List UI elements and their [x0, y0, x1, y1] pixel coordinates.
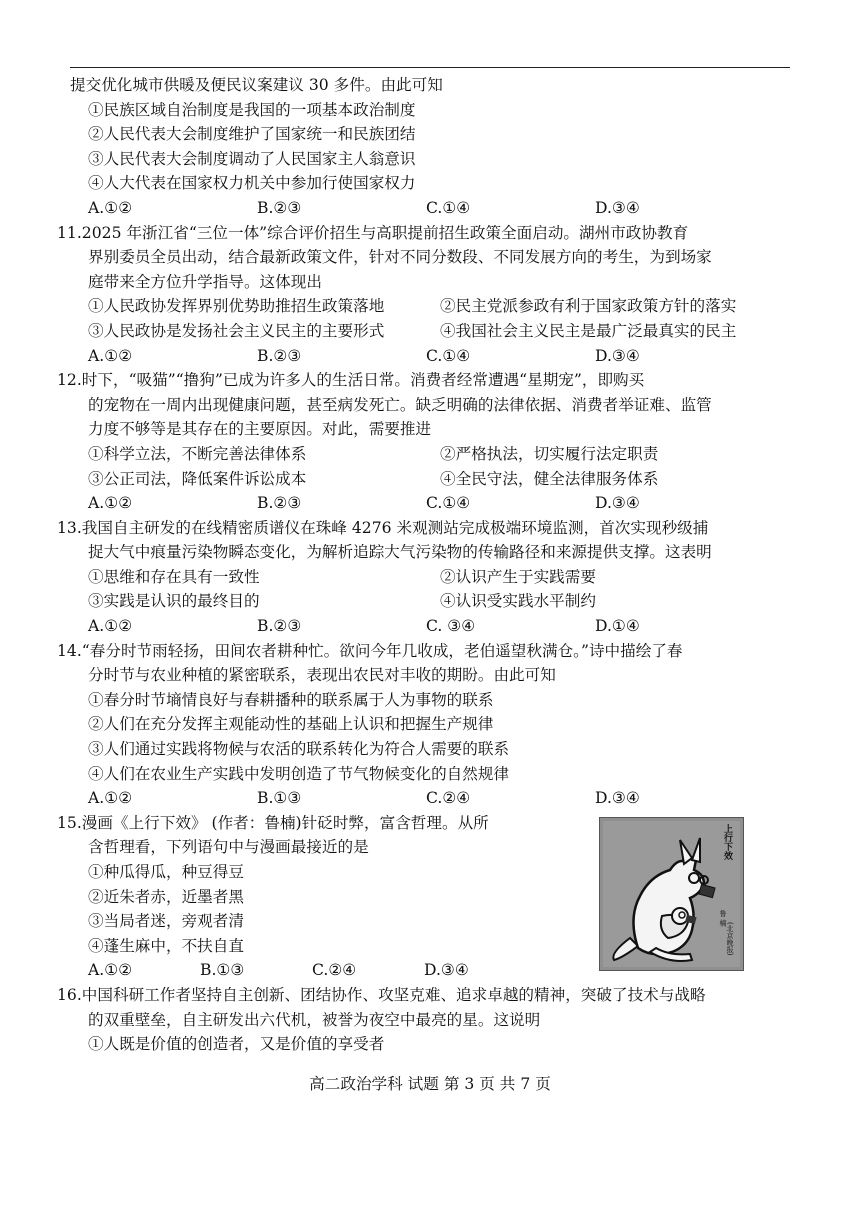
cartoon-author: 鲁 楠	[719, 909, 727, 927]
cartoon-title: 上行下效	[722, 823, 732, 860]
cartoon-source: (北京晚报)	[726, 921, 734, 956]
q10-options	[70, 196, 792, 221]
q13-choice: ④认识受实践水平制约	[440, 592, 596, 611]
q15-choice: ②近朱者赤，近墨者黑	[88, 887, 244, 906]
q11-choice: ②民主党派参政有利于国家政策方针的落实	[440, 297, 737, 316]
option-c: C.①④	[426, 494, 471, 513]
option-a: A.①②	[88, 198, 133, 217]
q12-choice: ②严格执法，切实履行法定职责	[440, 444, 659, 463]
header-rule	[70, 67, 790, 68]
q12-choice: ①科学立法，不断完善法律体系	[88, 444, 307, 463]
option-b: B.①③	[200, 961, 245, 980]
q10-choice: ②人民代表大会制度维护了国家统一和民族团结	[88, 125, 416, 144]
option-a: A.①②	[88, 346, 133, 365]
q14-options	[70, 786, 792, 811]
q11-options	[70, 344, 792, 369]
q13-options	[70, 614, 792, 639]
option-b: B.①③	[257, 789, 302, 808]
q13-choice: ①思维和存在具有一致性	[88, 567, 260, 586]
q13-stem: 13.我国自主研发的在线精密质谱仪在珠峰 4276 米观测站完成极端环境监测，首次实现秒级捕	[57, 518, 709, 537]
q12-stem: 12.时下，“吸猫”“撸狗”已成为许多人的生活日常。消费者经常遭遇“星期宠”，即购买	[57, 371, 645, 390]
option-a: A.①②	[88, 789, 133, 808]
q14-choice: ①春分时节墒情良好与春耕播种的联系属于人为事物的联系	[88, 690, 494, 709]
q11-stem: 11.2025 年浙江省“三位一体”综合评价招生与高职提前招生政策全面启动。湖州市政协教育	[57, 223, 689, 242]
q12-choice: ③公正司法，降低案件诉讼成本	[88, 469, 307, 488]
q14-choice: ③人们通过实践将物候与农活的联系转化为符合人需要的联系	[88, 740, 510, 759]
q12-choices-row	[70, 467, 792, 492]
q13-choices-row	[70, 565, 792, 590]
q11-choice: ③人民政协是发扬社会主义民主的主要形式	[88, 321, 385, 340]
page-content	[57, 73, 792, 1057]
q12-stem: 的宠物在一周内出现健康问题，甚至病发死亡。缺乏明确的法律依据、消费者举证难、监管	[88, 395, 712, 414]
option-d: D.①④	[595, 617, 640, 636]
q12-choices-row	[70, 442, 792, 467]
option-c: C.②④	[426, 789, 471, 808]
option-b: B.②③	[257, 198, 302, 217]
q11-choice: ④我国社会主义民主是最广泛最真实的民主	[440, 321, 737, 340]
q16-stem: 的双重壁垒，自主研发出六代机，被誉为夜空中最亮的星。这说明	[88, 1010, 541, 1029]
q15-stem: 15.漫画《上行下效》 (作者：鲁楠)针砭时弊，富含哲理。从所	[57, 813, 489, 832]
q16-stem: 16.中国科研工作者坚持自主创新、团结协作、攻坚克难、追求卓越的精神，突破了技术与战略	[57, 985, 706, 1004]
q15-choice: ①种瓜得瓜，种豆得豆	[88, 863, 244, 881]
q12-options	[70, 491, 792, 516]
option-b: B.②③	[257, 617, 302, 636]
option-c: C.②④	[312, 961, 357, 980]
q11-choices-row	[70, 319, 792, 344]
q12-stem: 力度不够等是其存在的主要原因。对此，需要推进	[88, 420, 432, 439]
q15-choice: ④蓬生麻中，不扶自直	[88, 936, 244, 955]
q11-stem: 界别委员全员出动，结合最新政策文件，针对不同分数段、不同发展方向的考生，为到场家	[88, 248, 712, 267]
option-b: B.②③	[257, 346, 302, 365]
q14-stem: 分时节与农业种植的紧密联系，表现出农民对丰收的期盼。由此可知	[88, 666, 556, 685]
option-d: D.③④	[595, 494, 640, 513]
option-a: A.①②	[88, 961, 133, 980]
option-d: D.③④	[595, 198, 640, 217]
q11-choice: ①人民政协发挥界别优势助推招生政策落地	[88, 297, 385, 316]
q11-choices-row	[70, 294, 792, 319]
option-d: D.③④	[595, 789, 640, 808]
option-b: B.②③	[257, 494, 302, 513]
q14-choice: ④人们在农业生产实践中发明创造了节气物候变化的自然规律	[88, 764, 510, 783]
page-footer: 高二政治学科 试题 第 3 页 共 7 页	[309, 1075, 551, 1093]
option-c: C.①④	[426, 346, 471, 365]
q10-choice: ③人民代表大会制度调动了人民国家主人翁意识	[88, 149, 416, 168]
q13-choices-row	[70, 589, 792, 614]
q15-block	[57, 811, 792, 983]
option-a: A.①②	[88, 494, 133, 513]
q10-stem-tail: 提交优化城市供暖及便民议案建议 30 多件。由此可知	[70, 76, 443, 94]
q10-choice: ①民族区域自治制度是我国的一项基本政治制度	[88, 100, 416, 119]
q15-stem: 含哲理看，下列语句中与漫画最接近的是	[88, 838, 369, 857]
q11-stem: 庭带来全方位升学指导。这体现出	[88, 272, 322, 291]
option-d: D.③④	[595, 346, 640, 365]
q13-choice: ③实践是认识的最终目的	[88, 592, 260, 611]
q12-choice: ④全民守法，健全法律服务体系	[440, 469, 659, 488]
option-a: A.①②	[88, 617, 133, 636]
option-c: C. ③④	[426, 617, 476, 636]
q14-stem: 14.“春分时节雨轻扬，田间农者耕种忙。欲问今年几收成，老伯遥望秋满仓。”诗中描绘了春	[57, 641, 683, 660]
q10-choice: ④人大代表在国家权力机关中参加行使国家权力	[88, 174, 416, 193]
q15-choice: ③当局者迷，旁观者清	[88, 912, 244, 931]
option-d: D.③④	[424, 961, 469, 980]
q13-stem: 捉大气中痕量污染物瞬态变化，为解析追踪大气污染物的传输路径和来源提供支撑。这表明	[88, 543, 712, 562]
q16-choice: ①人既是价值的创造者，又是价值的享受者	[88, 1035, 385, 1054]
q14-choice: ②人们在充分发挥主观能动性的基础上认识和把握生产规律	[88, 715, 494, 734]
option-c: C.①④	[426, 198, 471, 217]
q13-choice: ②认识产生于实践需要	[440, 567, 596, 586]
cartoon-image	[599, 817, 744, 971]
